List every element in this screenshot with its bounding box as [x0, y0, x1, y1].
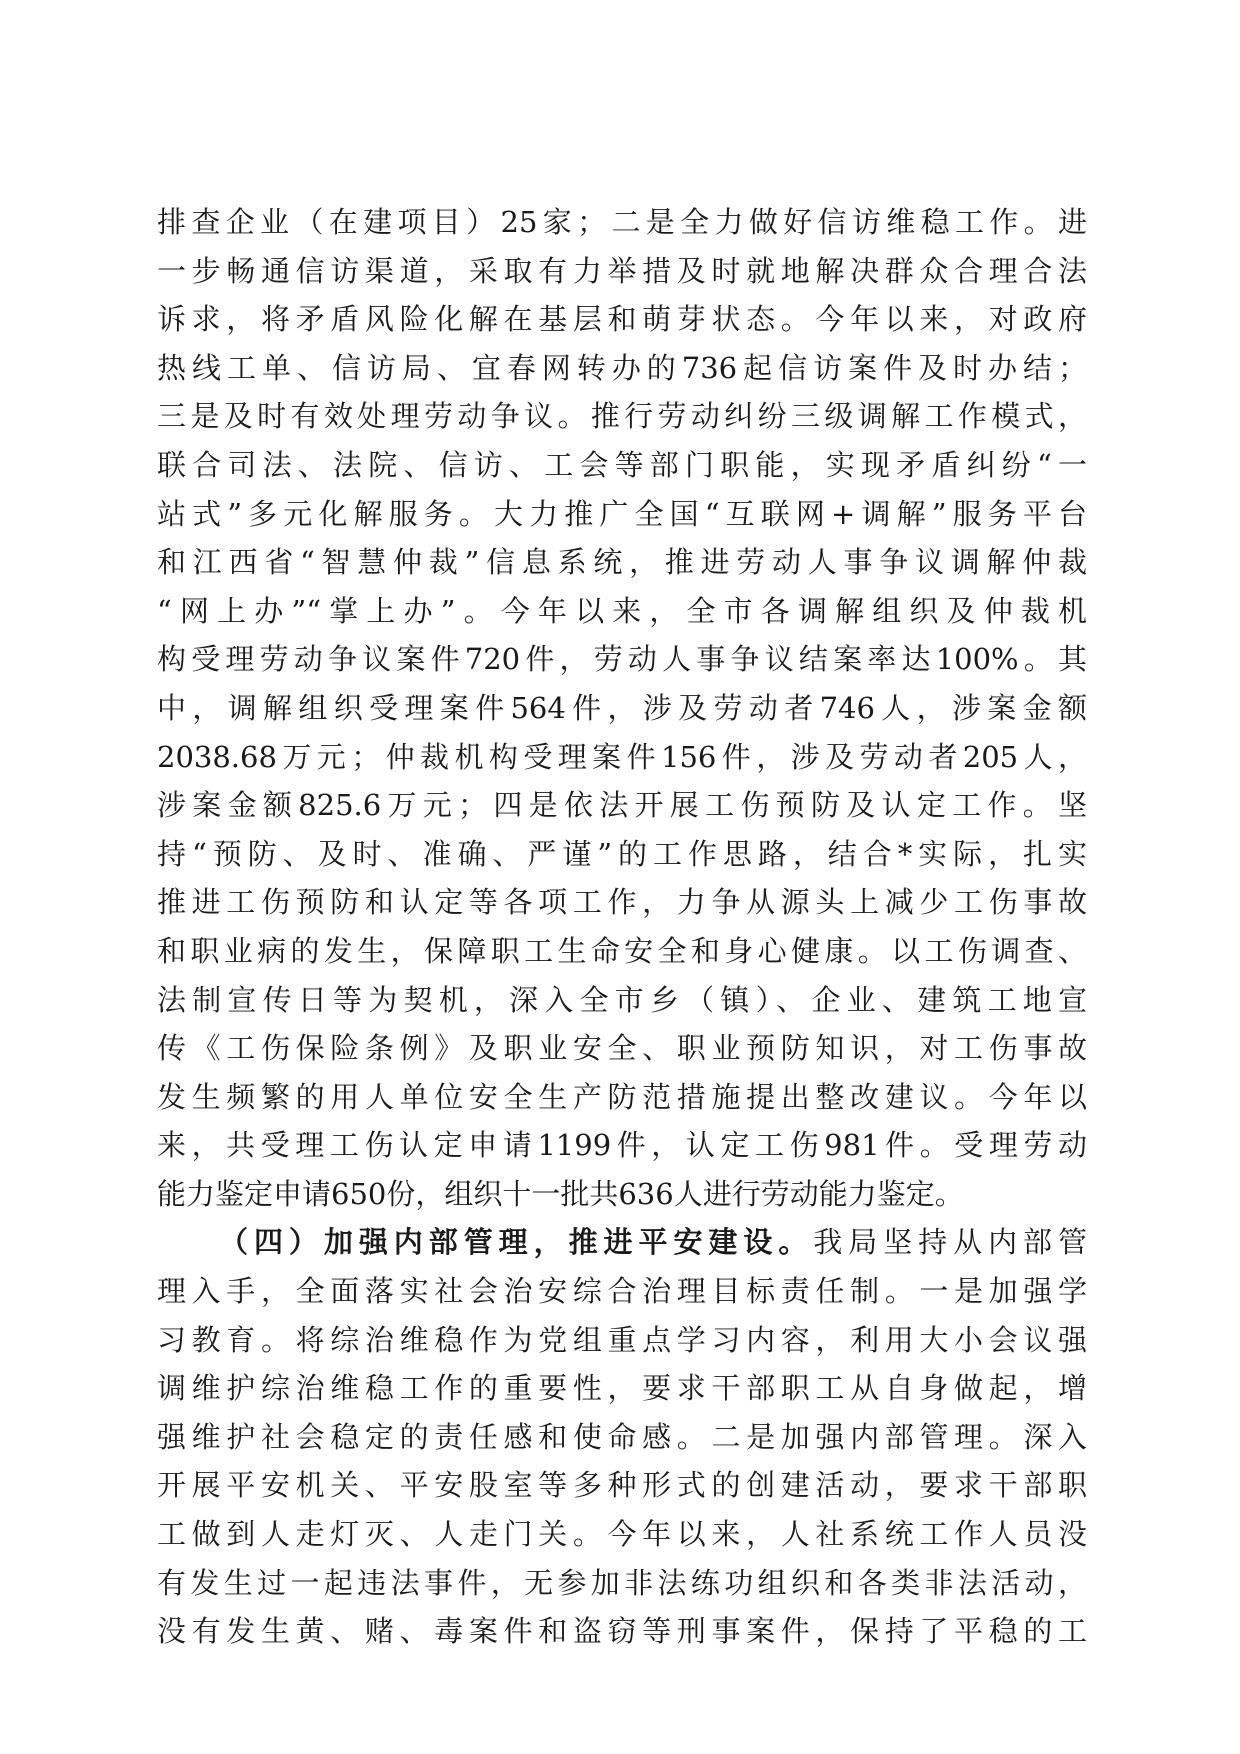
text-line: 理入手，全面落实社会治安综合治理目标责任制。一是加强学 — [157, 1274, 1087, 1309]
text-line: 有发生过一起违法事件，无参加非法练功组织和各类非法活动， — [157, 1565, 1087, 1600]
text-line: 调维护综治维稳工作的重要性，要求干部职工从自身做起，增 — [157, 1371, 1087, 1406]
text-line: 发生频繁的用人单位安全生产防范措施提出整改建议。今年以 — [157, 1079, 1087, 1114]
text-line: 强维护社会稳定的责任感和使命感。二是加强内部管理。深入 — [157, 1419, 1087, 1454]
text-line: 能力鉴定申请650份，组织十一批共636人进行劳动能力鉴定。 — [157, 1176, 964, 1211]
text-line: 构受理劳动争议案件720件，劳动人事争议结案率达100%。其 — [157, 642, 1087, 677]
text-fragment: 我局坚持从内部管 — [813, 1225, 1087, 1260]
text-line: 2038.68万元；仲裁机构受理案件156件，涉及劳动者205人， — [157, 739, 1087, 774]
paragraph-dispute-handling — [157, 198, 1087, 1218]
section-first-line — [157, 1218, 1087, 1267]
paragraph-internal-management — [157, 1218, 1087, 1655]
text-line: 诉求，将矛盾风险化解在基层和萌芽状态。今年以来，对政府 — [157, 302, 1087, 337]
text-line: 排查企业（在建项目）25家；二是全力做好信访维稳工作。进 — [157, 205, 1087, 239]
text-line: 和江西省“智慧仲裁”信息系统，推进劳动人事争议调解仲裁 — [157, 545, 1087, 580]
text-line: 推进工伤预防和认定等各项工作，力争从源头上减少工伤事故 — [157, 885, 1087, 920]
text-line: 传《工伤保险条例》及职业安全、职业预防知识，对工伤事故 — [157, 1031, 1087, 1066]
text-line: 热线工单、信访局、宜春网转办的736起信访案件及时办结； — [157, 350, 1087, 385]
text-line: “网上办”“掌上办”。今年以来，全市各调解组织及仲裁机 — [157, 593, 1087, 628]
document-body — [157, 198, 1087, 1656]
text-line: 站式”多元化解服务。大力推广全国“互联网+调解”服务平台 — [157, 496, 1087, 531]
text-line: 习教育。将综治维稳作为党组重点学习内容，利用大小会议强 — [157, 1322, 1087, 1357]
text-line: 开展平安机关、平安股室等多种形式的创建活动，要求干部职 — [157, 1468, 1087, 1503]
text-line: 和职业病的发生，保障职工生命安全和身心健康。以工伤调查、 — [157, 933, 1087, 968]
text-line: 没有发生黄、赌、毒案件和盗窃等刑事案件，保持了平稳的工 — [157, 1614, 1087, 1649]
text-line: 工做到人走灯灭、人走门关。今年以来，人社系统工作人员没 — [157, 1517, 1087, 1552]
text-line: 一步畅通信访渠道，采取有力举措及时就地解决群众合理合法 — [157, 253, 1087, 288]
section-heading: （四）加强内部管理，推进平安建设。 — [219, 1225, 814, 1260]
text-line: 联合司法、法院、信访、工会等部门职能，实现矛盾纠纷“一 — [157, 447, 1087, 482]
text-line: 法制宣传日等为契机，深入全市乡（镇）、企业、建筑工地宣 — [157, 982, 1087, 1017]
text-line: 持“预防、及时、准确、严谨”的工作思路，结合*实际，扎实 — [157, 836, 1087, 871]
text-line: 来，共受理工伤认定申请1199件，认定工伤981件。受理劳动 — [157, 1128, 1087, 1163]
text-line: 三是及时有效处理劳动争议。推行劳动纠纷三级调解工作模式， — [157, 399, 1087, 434]
text-line: 涉案金额825.6万元；四是依法开展工伤预防及认定工作。坚 — [157, 788, 1087, 823]
text-line: 中，调解组织受理案件564件，涉及劳动者746人，涉案金额 — [157, 690, 1087, 725]
